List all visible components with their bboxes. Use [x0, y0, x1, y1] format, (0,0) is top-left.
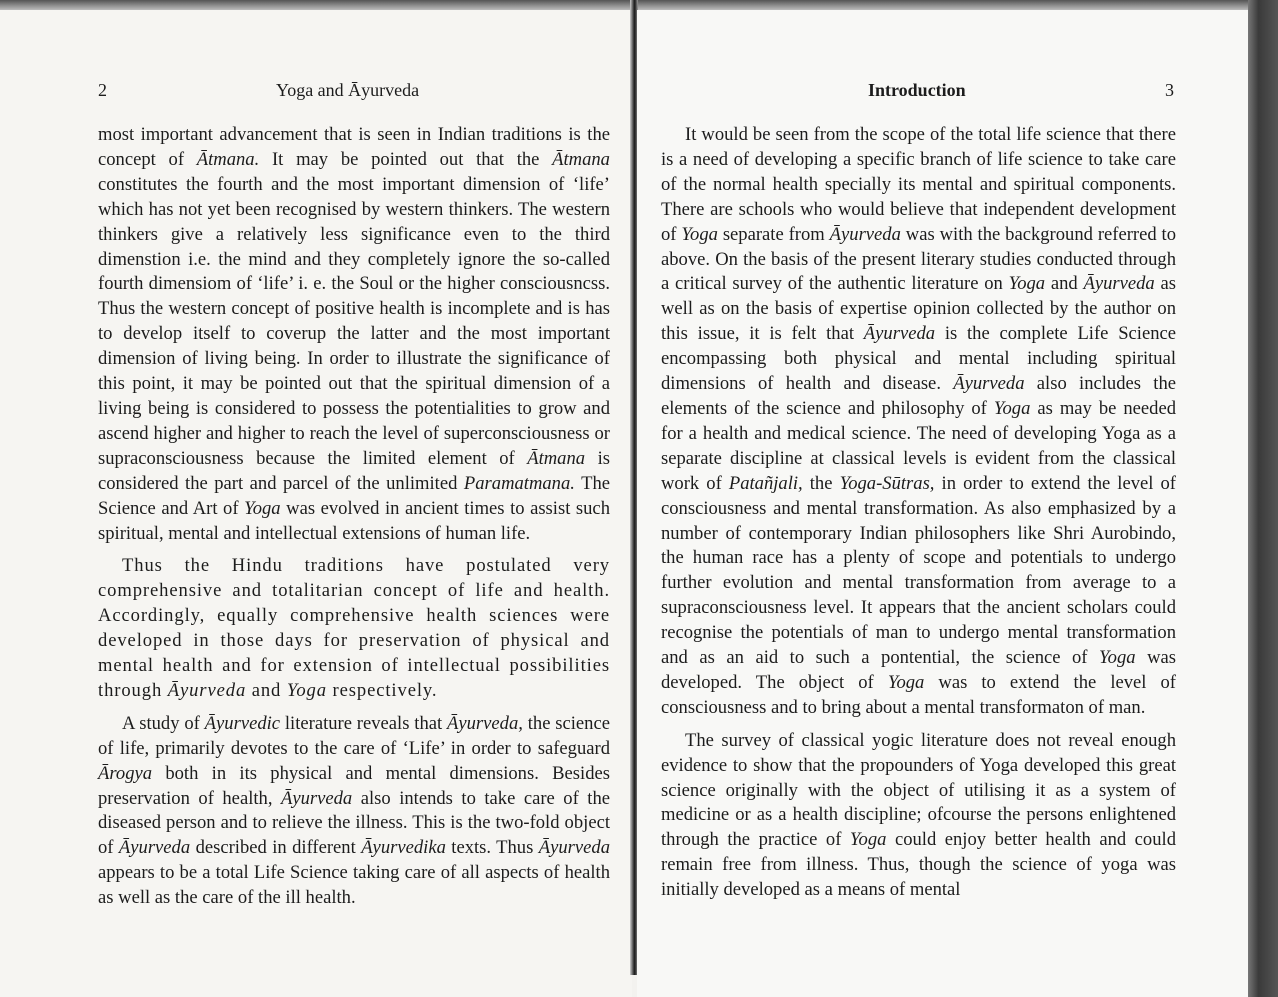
text-run: appears to be a total Life Science taking care of all aspects of health as well as the care of the ill health. [98, 862, 610, 909]
text-run: The survey of classical yogic literature does not reveal enough evidence to show that the propounders of Yoga developed this great science originally with the object of utilising it as a system of medicine or as a health discipline; ofcourse the persons enlightened through the practice of [661, 729, 1176, 851]
italic-term: Āyurvedic [204, 712, 281, 734]
italic-term: Āyurveda [829, 223, 901, 245]
text-run: the [802, 472, 840, 494]
italic-term: Yoga [286, 679, 327, 701]
paragraph [98, 123, 610, 546]
paragraph [661, 729, 1176, 903]
text-run: It would be seen from the scope of the total life science that there is a need of developing a specific branch of life science to take care of the normal health specially its mental and spiritual components. There are schools who would believe that independent development of [661, 124, 1176, 245]
text-run: described in different [190, 837, 362, 859]
text-run: could enjoy better health and could remain free from illness. Thus, though the science of yoga was initially developed as a means of mental [661, 829, 1176, 901]
paragraph [98, 554, 610, 703]
italic-term: Yoga [244, 497, 281, 519]
text-run: as well as on the basis of expertise opinion collected by the author on this issue, it is felt that [661, 273, 1176, 345]
text-run: most important advancement that is seen in Indian traditions is the concept of [98, 124, 610, 170]
italic-term: Patañjali, [728, 472, 803, 494]
text-run: and [1045, 273, 1084, 295]
text-run: was to extend the level of consciousness and to bring about a mental transformaton of man. [661, 671, 1176, 718]
italic-term: Āyurveda [167, 679, 247, 701]
text-run: also intends to take care of the diseased person and to relieve the illness. This is the two-fold object of [98, 787, 610, 859]
text-run: in order to extend the level of consciousness and mental transformation. As also emphasized by a number of contemporary Indian philosophers like Shri Aurobindo, the human race has a plenty of scope and potentials to undergo further evolution and mental transformation from average to a supraconsciousness level. It appears that the ancient scholars could recognise the potentials of man to undergo mental transformation and as an aid to such a pontential, the science of [661, 472, 1176, 669]
text-run: A study of [122, 712, 205, 734]
italic-term: Ātmana [552, 148, 610, 170]
text-run: was evolved in ancient times to assist such spiritual, mental and intellectual extensions of human life. [98, 497, 610, 544]
paragraph [661, 123, 1176, 721]
text-run: separate from [717, 223, 830, 245]
text-run: It may be pointed out that the [259, 148, 553, 170]
left-page-number: 2 [98, 80, 107, 100]
italic-term: Yoga-Sūtras, [839, 472, 935, 494]
italic-term: Ārogya [98, 762, 153, 784]
left-page-body [98, 123, 610, 911]
italic-term: Āyurveda [280, 787, 353, 809]
italic-term: Āyurveda [538, 837, 610, 859]
text-run: also includes the elements of the science and philosophy of [661, 373, 1177, 419]
text-run: is considered the part and parcel of the unlimited [98, 447, 610, 494]
italic-term: Yoga [887, 671, 925, 693]
italic-term: Āyurveda [953, 373, 1025, 395]
text-run: constitutes the fourth and the most important dimension of ‘life’ which has not yet been recognised by western thinkers. The western thinkers give a relatively less significance even to the third dimenstion i.e. the mind and they completely ignore the so-called fourth dimensiom of ‘life’ i. e. the Soul or the higher consciousncss. Thus the western concept of positive health is incomplete and is has to develop itself to coverup the latter and the most important dimension of living being. In order to illustrate the significance of this point, it may be pointed out that the spiritual dimension of a living being is considered to possess the potentialities to grow and ascend higher and higher to reach the level of superconsciousness or supraconsciousness because the limited element of [98, 173, 610, 469]
scan-top-edge [0, 0, 1278, 10]
left-running-title: Yoga and Āyurveda [276, 80, 420, 100]
text-run: The Science and Art of [98, 472, 610, 519]
italic-term: Yoga [993, 397, 1031, 419]
italic-term: Āyurveda [863, 323, 936, 345]
italic-term: Āyurveda [1083, 273, 1155, 295]
text-run: respectively. [326, 679, 438, 701]
italic-term: Ātmana. [196, 148, 260, 170]
text-run: as may be needed for a health and medical science. The need of developing Yoga as a separate discipline at classical levels is evident from the classical work of [661, 397, 1176, 494]
italic-term: Āyurveda, [447, 712, 523, 734]
italic-term: Āyurvedika [361, 837, 446, 859]
scan-right-edge [1248, 0, 1278, 997]
italic-term: Yoga [1008, 273, 1046, 295]
italic-term: Āyurveda [118, 837, 191, 859]
right-page-body [661, 123, 1176, 903]
italic-term: Yoga [681, 223, 718, 245]
italic-term: Yoga [849, 829, 887, 851]
text-run: the science of life, primarily devotes to the care of ‘Life’ in order to safeguard [98, 712, 610, 759]
text-run: texts. Thus [445, 837, 539, 859]
paragraph [98, 712, 610, 911]
left-page [0, 10, 632, 997]
text-run: both in its physical and mental dimensions. Besides preservation of health, [98, 762, 610, 809]
right-page-number: 3 [1165, 80, 1174, 100]
text-run: Thus the Hindu traditions have postulated very comprehensive and totalitarian concept of life and health. Accordingly, equally comprehensive health sciences were developed in those days for preservation of physical and mental health and for extension of intellectual possibilities through [98, 555, 610, 701]
text-run: is the complete Life Science encompassing both physical and mental including spiritual dimensions of health and disease. [661, 323, 1177, 395]
text-run: and [246, 679, 287, 701]
text-run: literature reveals that [280, 712, 447, 734]
text-run: was with the background referred to above. On the basis of the present literary studies conducted through a critical survey of the authentic literature on [661, 223, 1177, 295]
text-run: was developed. The object of [661, 647, 1176, 693]
italic-term: Yoga [1099, 647, 1136, 669]
right-running-title: Introduction [868, 80, 966, 100]
right-page [637, 10, 1248, 997]
italic-term: Ātmana [527, 447, 586, 469]
italic-term: Paramatmana. [463, 472, 575, 494]
